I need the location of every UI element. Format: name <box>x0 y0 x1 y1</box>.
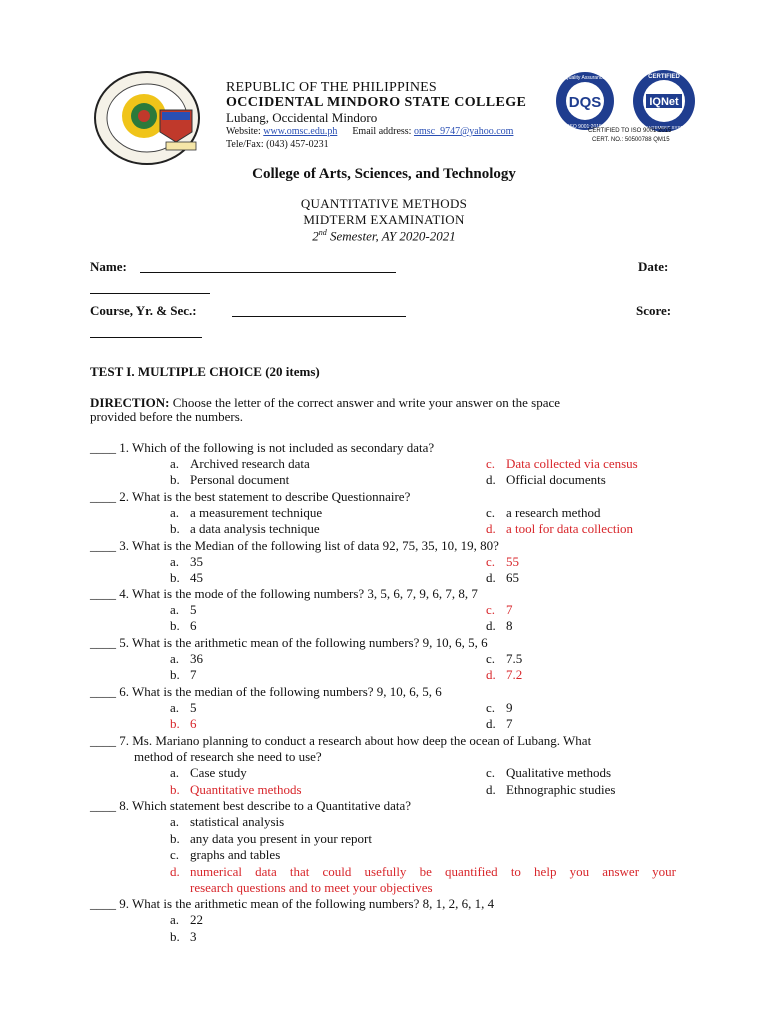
score-field[interactable] <box>90 325 202 338</box>
email-label: Email address: <box>352 126 412 137</box>
question-7-line-2: method of research she need to use? <box>134 749 322 764</box>
test-title: TEST I. MULTIPLE CHOICE (20 items) <box>90 364 320 379</box>
q8-option-b: b. any data you present in your report <box>170 831 372 846</box>
iqnet-ring-bottom: MANAGEMENT SYSTEM <box>638 125 690 130</box>
q6-option-a: a. 5 <box>170 700 197 715</box>
course-field[interactable] <box>232 304 406 317</box>
semester-number: 2 <box>312 228 319 244</box>
q5-option-c: c. 7.5 <box>486 651 523 666</box>
q8-option-d-answer: d. numerical data that could usefully be quantified to help you answer your <box>170 864 676 879</box>
dqs-certification-logo <box>550 70 620 132</box>
q6-option-c: c. 9 <box>486 700 513 715</box>
answer-blank[interactable]: ____ <box>90 586 116 601</box>
q7-option-d: d. Ethnographic studies <box>486 782 616 797</box>
q3-option-a: a. 35 <box>170 554 203 569</box>
q4-option-b: b. 6 <box>170 618 197 633</box>
website-link[interactable]: www.omsc.edu.ph <box>263 126 338 137</box>
iqnet-certification-logo <box>624 68 704 134</box>
question-3: ____ 3. What is the Median of the following list of data 92, 75, 35, 10, 19, 80? <box>90 538 499 553</box>
exam-subject: QUANTITATIVE METHODS <box>300 196 468 211</box>
answer-blank[interactable]: ____ <box>90 440 116 455</box>
q3-option-c-answer: c. 55 <box>486 554 519 569</box>
q5-option-a: a. 36 <box>170 651 203 666</box>
q6-option-b-answer: b. 6 <box>170 716 197 731</box>
answer-blank[interactable]: ____ <box>90 538 116 553</box>
answer-blank[interactable]: ____ <box>90 684 116 699</box>
q2-option-b: b. a data analysis technique <box>170 521 320 536</box>
question-7: ____ 7. Ms. Mariano planning to conduct a research about how deep the ocean of Lubang. What <box>90 733 592 748</box>
header-college-name: OCCIDENTAL MINDORO STATE COLLEGE <box>226 95 527 110</box>
question-5: ____ 5. What is the arithmetic mean of the following numbers? 9, 10, 6, 5, 6 <box>90 635 488 650</box>
exam-semester <box>0 228 768 244</box>
q3-option-d: d. 65 <box>486 570 519 585</box>
cert-line-1: CERTIFIED TO ISO 9001:2015 <box>588 128 672 134</box>
q8-option-d-answer-line-2: research questions and to meet your objectives <box>190 880 433 895</box>
question-2: ____ 2. What is the best statement to describe Questionnaire? <box>90 489 411 504</box>
q4-option-a: a. 5 <box>170 602 197 617</box>
direction-text-1: Choose the letter of the correct answer and write your answer on the space <box>169 395 561 410</box>
q4-option-c-answer: c. 7 <box>486 602 513 617</box>
q8-option-a: a. statistical analysis <box>170 814 285 829</box>
dqs-text: DQS <box>568 94 602 111</box>
q1-option-b: b. Personal document <box>170 472 290 487</box>
answer-blank[interactable]: ____ <box>90 733 116 748</box>
email-link[interactable]: omsc_9747@yahoo.com <box>413 126 514 137</box>
name-label: Name: <box>90 259 127 274</box>
q2-option-c: c. a research method <box>486 505 601 520</box>
answer-blank[interactable]: ____ <box>90 896 116 911</box>
dqs-ring-bottom: ISO 9001:2015 <box>568 124 602 130</box>
q9-option-a: a. 22 <box>170 912 203 927</box>
direction-line-2: provided before the numbers. <box>90 409 244 424</box>
answer-blank[interactable]: ____ <box>90 798 116 813</box>
website-label: Website: <box>226 126 261 137</box>
date-label: Date: <box>638 259 669 274</box>
semester-suffix: nd <box>318 228 327 237</box>
question-1-text: 1. Which of the following is not included as secondary data? <box>116 440 435 455</box>
q4-option-d: d. 8 <box>486 618 513 633</box>
semester-rest: Semester, AY 2020-2021 <box>326 228 456 244</box>
question-1 <box>90 440 434 456</box>
department-title: College of Arts, Sciences, and Technology <box>252 166 516 182</box>
direction-label: DIRECTION: <box>90 395 170 410</box>
q3-option-b: b. 45 <box>170 570 203 585</box>
exam-type: MIDTERM EXAMINATION <box>303 212 465 227</box>
answer-blank[interactable]: ____ <box>90 635 116 650</box>
question-9: ____ 9. What is the arithmetic mean of the following numbers? 8, 1, 2, 6, 1, 4 <box>90 896 495 911</box>
header-republic: REPUBLIC OF THE PHILIPPINES <box>226 80 437 95</box>
header-address: Lubang, Occidental Mindoro <box>226 110 378 125</box>
question-4: ____ 4. What is the mode of the following numbers? 3, 5, 6, 7, 9, 6, 7, 8, 7 <box>90 586 478 601</box>
q1-option-a: a. Archived research data <box>170 456 310 471</box>
q7-option-c: c. Qualitative methods <box>486 765 612 780</box>
question-8: ____ 8. Which statement best describe to a Quantitative data? <box>90 798 412 813</box>
score-label: Score: <box>636 303 672 318</box>
q7-option-b-answer: b. Quantitative methods <box>170 782 302 797</box>
q2-option-d-answer: d. a tool for data collection <box>486 521 634 536</box>
course-label: Course, Yr. & Sec.: <box>90 303 197 318</box>
answer-blank[interactable]: ____ <box>90 489 116 504</box>
date-field[interactable] <box>90 281 210 294</box>
name-field[interactable] <box>140 260 396 273</box>
q2-option-a: a. a measurement technique <box>170 505 323 520</box>
q8-option-c: c. graphs and tables <box>170 847 281 862</box>
header-contact-line <box>226 126 513 137</box>
iqnet-text: IQNet <box>649 96 679 108</box>
q5-option-b: b. 7 <box>170 667 197 682</box>
question-6: ____ 6. What is the median of the following numbers? 9, 10, 6, 5, 6 <box>90 684 442 699</box>
dqs-ring-top: Quality Assurance <box>564 75 606 81</box>
college-seal-logo <box>92 70 222 166</box>
q5-option-d-answer: d. 7.2 <box>486 667 523 682</box>
q7-option-a: a. Case study <box>170 765 247 780</box>
header-telefax: Tele/Fax: (043) 457-0231 <box>226 139 329 150</box>
iqnet-ring-top: CERTIFIED <box>648 74 680 80</box>
q1-option-d: d. Official documents <box>486 472 606 487</box>
q6-option-d: d. 7 <box>486 716 513 731</box>
cert-line-2: CERT. NO.: 50500788 QM15 <box>592 137 670 143</box>
q9-option-b: b. 3 <box>170 929 197 944</box>
q1-option-c-answer: c. Data collected via census <box>486 456 638 471</box>
